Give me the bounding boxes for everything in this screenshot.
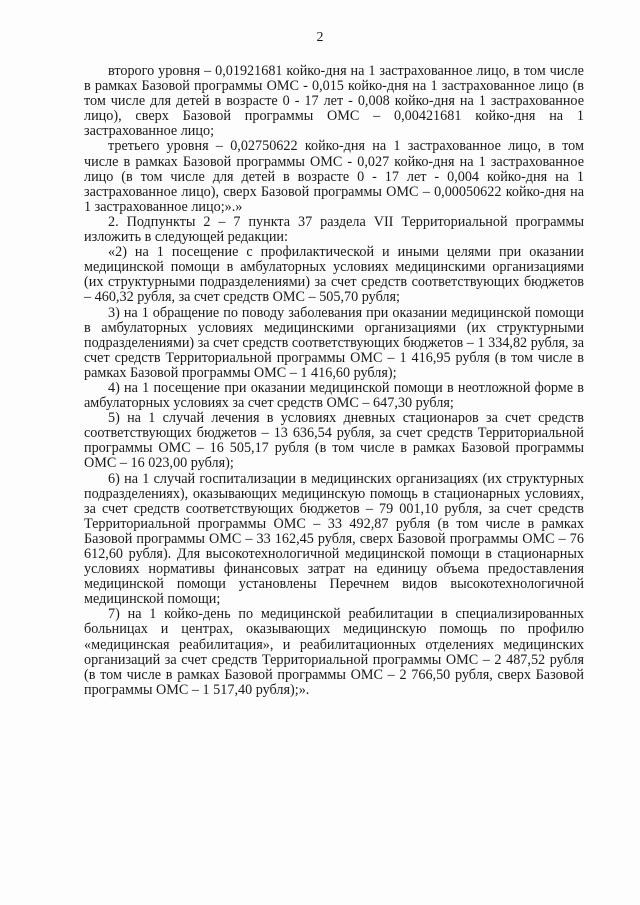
paragraph-subitem-7: 7) на 1 койко-день по медицинской реабилитации в специализированных больницах и центрах, оказывающих медицинскую помощь по профилю «медицинская реабилитация», и реабилитационных отделениях медицинских организаций за счет средств Территориальной программы ОМС – 2 487,52 рубля (в том числе в рамках Базовой программы ОМС – 2 766,50 рубля, сверх Базовой программы ОМС – 1 517,40 рубля);». — [84, 606, 584, 698]
paragraph-subitem-6: 6) на 1 случай госпитализации в медицинских организациях (их структурных подразделениях), оказывающих медицинскую помощь в стационарных условиях, за счет средств соответствующих бюджетов – 79 001,10 рубля, за счет средств Территориальной программы ОМС – 33 492,87 рубля (в том числе в рамках Базовой программы ОМС – 33 162,45 рубля, сверх Базовой программы ОМС – 76 612,60 рубля). Для высокотехнологичной медицинской помощи в стационарных условиях нормативы финансовых затрат на единицу объема предоставления медицинской помощи установлены Перечнем видов высокотехнологичной медицинской помощи; — [84, 470, 584, 608]
paragraph-subitem-5: 5) на 1 случай лечения в условиях дневных стационаров за счет средств соответствующих бюджетов – 13 636,54 рубля, за счет средств Территориальной программы ОМС – 16 505,17 рубля (в том числе в рамках Базовой программы ОМС – 16 023,00 рубля); — [84, 410, 584, 472]
paragraph-subitem-2: «2) на 1 посещение с профилактической и иными целями при оказании медицинской помощи в амбулаторных условиях медицинскими организациями (их структурными подразделениями) за счет средств соответствующих бюджетов – 460,32 рубля, за счет средств ОМС – 505,70 рубля; — [84, 244, 584, 306]
paragraph-second-level: второго уровня – 0,01921681 койко-дня на 1 застрахованное лицо, в том числе в рамках Базовой программы ОМС - 0,015 койко-дня на 1 застрахованное лицо (в том числе для детей в возрасте 0 - 17 лет - 0,008 койко-дня на 1 застрахованное лицо), сверх Базовой программы ОМС – 0,00421681 койко-дня на 1 застрахованное лицо; — [84, 63, 584, 140]
paragraph-third-level: третьего уровня – 0,02750622 койко-дня на 1 застрахованное лицо, в том числе в рамках Базовой программы ОМС - 0,027 койко-дня на 1 застрахованное лицо (в том числе для детей в возрасте 0 - 17 лет - 0,004 койко-дня на 1 застрахованное лицо), сверх Базовой программы ОМС – 0,00050622 койко-дня на 1 застрахованное лицо;».» — [84, 138, 584, 215]
paragraph-subitem-3: 3) на 1 обращение по поводу заболевания при оказании медицинской помощи в амбулаторных условиях медицинскими организациями (их структурными подразделениями) за счет средств соответствующих бюджетов – 1 334,82 рубля, за счет средств Территориальной программы ОМС – 1 416,95 рубля (в том числе в рамках Базовой программы ОМС – 1 416,60 рубля); — [84, 304, 584, 381]
document-body — [84, 64, 584, 698]
page-number: 2 — [316, 30, 324, 45]
paragraph-subitem-4: 4) на 1 посещение при оказании медицинской помощи в неотложной форме в амбулаторных условиях за счет средств ОМС – 647,30 рубля; — [84, 379, 584, 412]
paragraph-item-2-amendment: 2. Подпункты 2 – 7 пункта 37 раздела VII Территориальной программы изложить в следующей редакции: — [84, 213, 584, 246]
